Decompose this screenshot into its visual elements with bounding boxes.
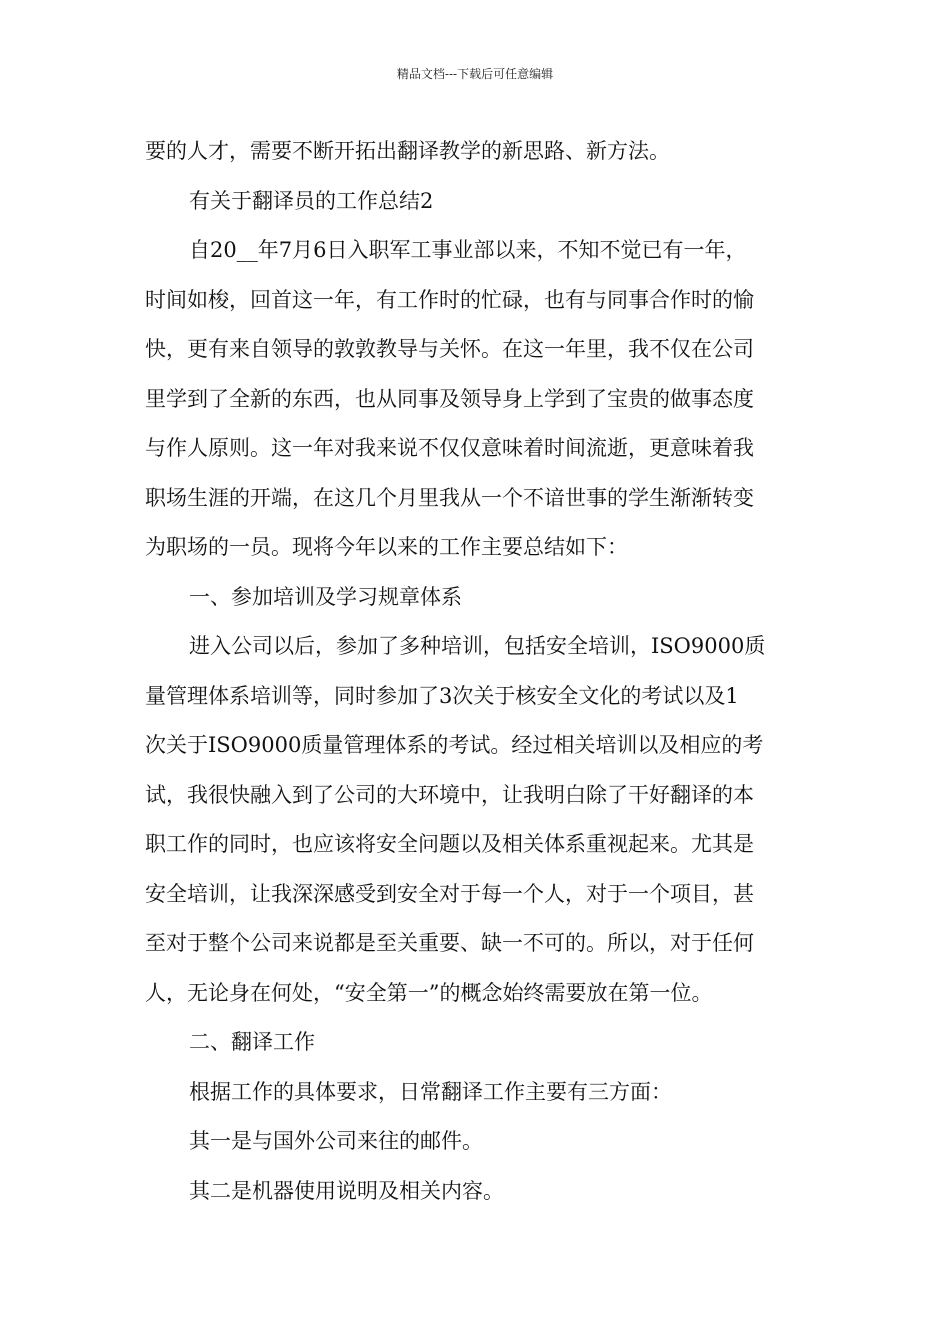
paragraph-line: 要的人才，需要不断开拓出翻译教学的新思路、新方法。 — [145, 139, 670, 163]
paragraph-line: 量管理体系培训等，同时参加了3次关于核安全文化的考试以及1 — [145, 683, 739, 708]
section-title: 有关于翻译员的工作总结2 — [189, 188, 434, 213]
paragraph-line: 职场生涯的开端，在这几个月里我从一个不谙世事的学生渐渐转变 — [145, 485, 754, 510]
paragraph-line: 职工作的同时，也应该将安全问题以及相关体系重视起来。尤其是 — [145, 832, 754, 856]
paragraph-line: 进入公司以后，参加了多种培训，包括安全培训，ISO9000质 — [189, 634, 766, 658]
paragraph-line: 与作人原则。这一年对我来说不仅仅意味着时间流逝，更意味着我 — [145, 436, 754, 460]
section-heading: 二、翻译工作 — [189, 1030, 315, 1054]
paragraph-line: 自20__年7月6日入职军工事业部以来，不知不觉已有一年， — [189, 238, 747, 262]
paragraph-line: 安全培训，让我深深感受到安全对于每一个人，对于一个项目，甚 — [145, 881, 754, 906]
paragraph-line: 根据工作的具体要求，日常翻译工作主要有三方面： — [189, 1079, 672, 1104]
document-body — [145, 127, 810, 1216]
paragraph-line: 里学到了全新的东西，也从同事及领导身上学到了宝贵的做事态度 — [145, 386, 754, 411]
paragraph-line: 其一是与国外公司来往的邮件。 — [189, 1129, 483, 1153]
paragraph-line: 其二是机器使用说明及相关内容。 — [189, 1178, 504, 1203]
paragraph-line: 快，更有来自领导的敦敦教导与关怀。在这一年里，我不仅在公司 — [145, 337, 754, 361]
paragraph-line: 为职场的一员。现将今年以来的工作主要总结如下： — [145, 535, 628, 559]
paragraph-line: 时间如梭，回首这一年，有工作时的忙碌，也有与同事合作时的愉 — [145, 287, 754, 312]
paragraph-line: 试，我很快融入到了公司的大环境中，让我明白除了干好翻译的本 — [145, 782, 754, 807]
paragraph-line: 至对于整个公司来说都是至关重要、缺一不可的。所以，对于任何 — [145, 931, 754, 955]
paragraph-line: 人，无论身在何处，“安全第一”的概念始终需要放在第一位。 — [145, 980, 713, 1005]
paragraph-line: 次关于ISO9000质量管理体系的考试。经过相关培训以及相应的考 — [145, 733, 764, 757]
section-heading: 一、参加培训及学习规章体系 — [189, 584, 462, 609]
page-header: 精品文档---下载后可任意编辑 — [396, 67, 554, 81]
